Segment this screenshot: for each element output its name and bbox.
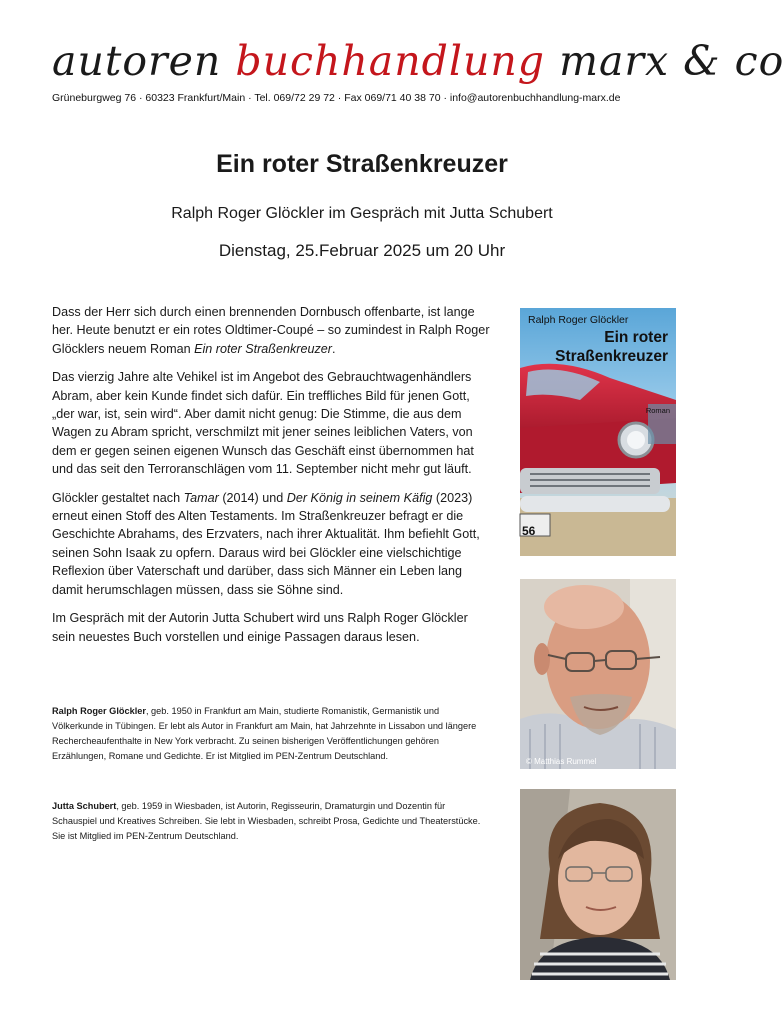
paragraph-2: Das vierzig Jahre alte Vehikel ist im Angebot des Gebrauchtwagenhändlers Abram, aber kein Kunde findet sich dafür. Ein treffliches Bild für jenen Gott, „der war, ist, sein wird“. Aber damit nicht genug: Die Stimme, die aus dem Wagen zu Abram spricht, verschmilzt mit jener seines leiblichen Vaters, von dem er gegen seinen eigenen Wunsch das Geschäft einst übernommen hat und das seit den Terroranschlägen vom 11. September nicht mehr gut läuft. bbox=[52, 370, 474, 477]
event-date: Dienstag, 25.Februar 2025 um 20 Uhr bbox=[218, 241, 506, 260]
author-bio: Ralph Roger Glöckler, geb. 1950 in Frankfurt am Main, studierte Romanistik, Germanistik und Völkerkunde in Tübingen. Er lebt als Autor in Frankfurt am Main, hat Jahrzehnte in Lissabon und längere Rechercheaufenthalte in New York verbracht. Zu seinen bisherigen Veröffentlichungen gehören Erzählungen, Romane und Gedichte. Er ist Mitglied im PEN-Zentrum Deutschland. bbox=[52, 706, 477, 761]
store-address: Grüneburgweg 76 · 60323 Frankfurt/Main · Tel. 069/72 29 72 · Fax 069/71 40 38 70 · info@autorenbuchhandlung-marx.de bbox=[52, 92, 621, 104]
paragraph-3: Glöckler gestaltet nach Tamar (2014) und Der König in seinem Käfig (2023) erneut einen Stoff des Alten Testaments. Im Straßenkreuzer befragt er die Geschichte Abrahams, des Erzvaters, nach ihrer Aktualität. Ihm befiehlt Gott, seinen Sohn Isaak zu opfern. Daraus wird bei Glöckler eine vielschichtige Reflexion über Vaterschaft und darüber, dass sich Männer ein Leben lang damit herumschlagen müssen, dass sie Söhne sind. bbox=[52, 490, 480, 597]
host-photo bbox=[520, 789, 676, 980]
paragraph-4: Im Gespräch mit der Autorin Jutta Schubert wird uns Ralph Roger Glöckler sein neuestes Buch vorstellen und einige Passagen daraus lesen. bbox=[52, 611, 468, 644]
store-logo bbox=[52, 37, 784, 85]
author-photo bbox=[520, 579, 676, 769]
logo-word-autoren: autoren bbox=[52, 37, 222, 85]
cover-author: Ralph Roger Glöckler bbox=[528, 314, 629, 326]
photo-credit: © Matthias Rummel bbox=[526, 757, 597, 766]
event-subtitle: Ralph Roger Glöckler im Gespräch mit Jutta Schubert bbox=[171, 205, 553, 222]
host-bio: Jutta Schubert, geb. 1959 in Wiesbaden, ist Autorin, Regisseurin, Dramaturgin und Dozentin für Schauspiel und Kreatives Schreiben. Sie lebt in Wiesbaden, schreibt Prosa, Gedichte und Theaterstücke. Sie ist Mitglied im PEN-Zentrum Deutschland. bbox=[52, 801, 481, 841]
logo-word-buchhandlung: buchhandlung bbox=[235, 37, 546, 85]
logo-word-marx: marx & co bbox=[559, 37, 784, 85]
cover-plate-number: 56 bbox=[522, 524, 536, 538]
event-title: Ein roter Straßenkreuzer bbox=[216, 150, 508, 178]
author-portrait bbox=[520, 579, 676, 769]
host-portrait bbox=[520, 789, 676, 980]
cover-title: Ein roter Straßenkreuzer bbox=[555, 329, 668, 365]
host-bio-name: Jutta Schubert bbox=[52, 801, 117, 811]
event-description bbox=[52, 303, 490, 656]
cover-genre: Roman bbox=[645, 406, 670, 415]
paragraph-1: Dass der Herr sich durch einen brennenden Dornbusch offenbarte, ist lange her. Heute benutzt er ein rotes Oldtimer-Coupé – so zumindest in Ralph Roger Glöcklers neuem Roman Ein roter Straßenkreuzer. bbox=[52, 305, 490, 356]
book-cover bbox=[520, 308, 676, 556]
author-bio-name: Ralph Roger Glöckler bbox=[52, 706, 146, 716]
